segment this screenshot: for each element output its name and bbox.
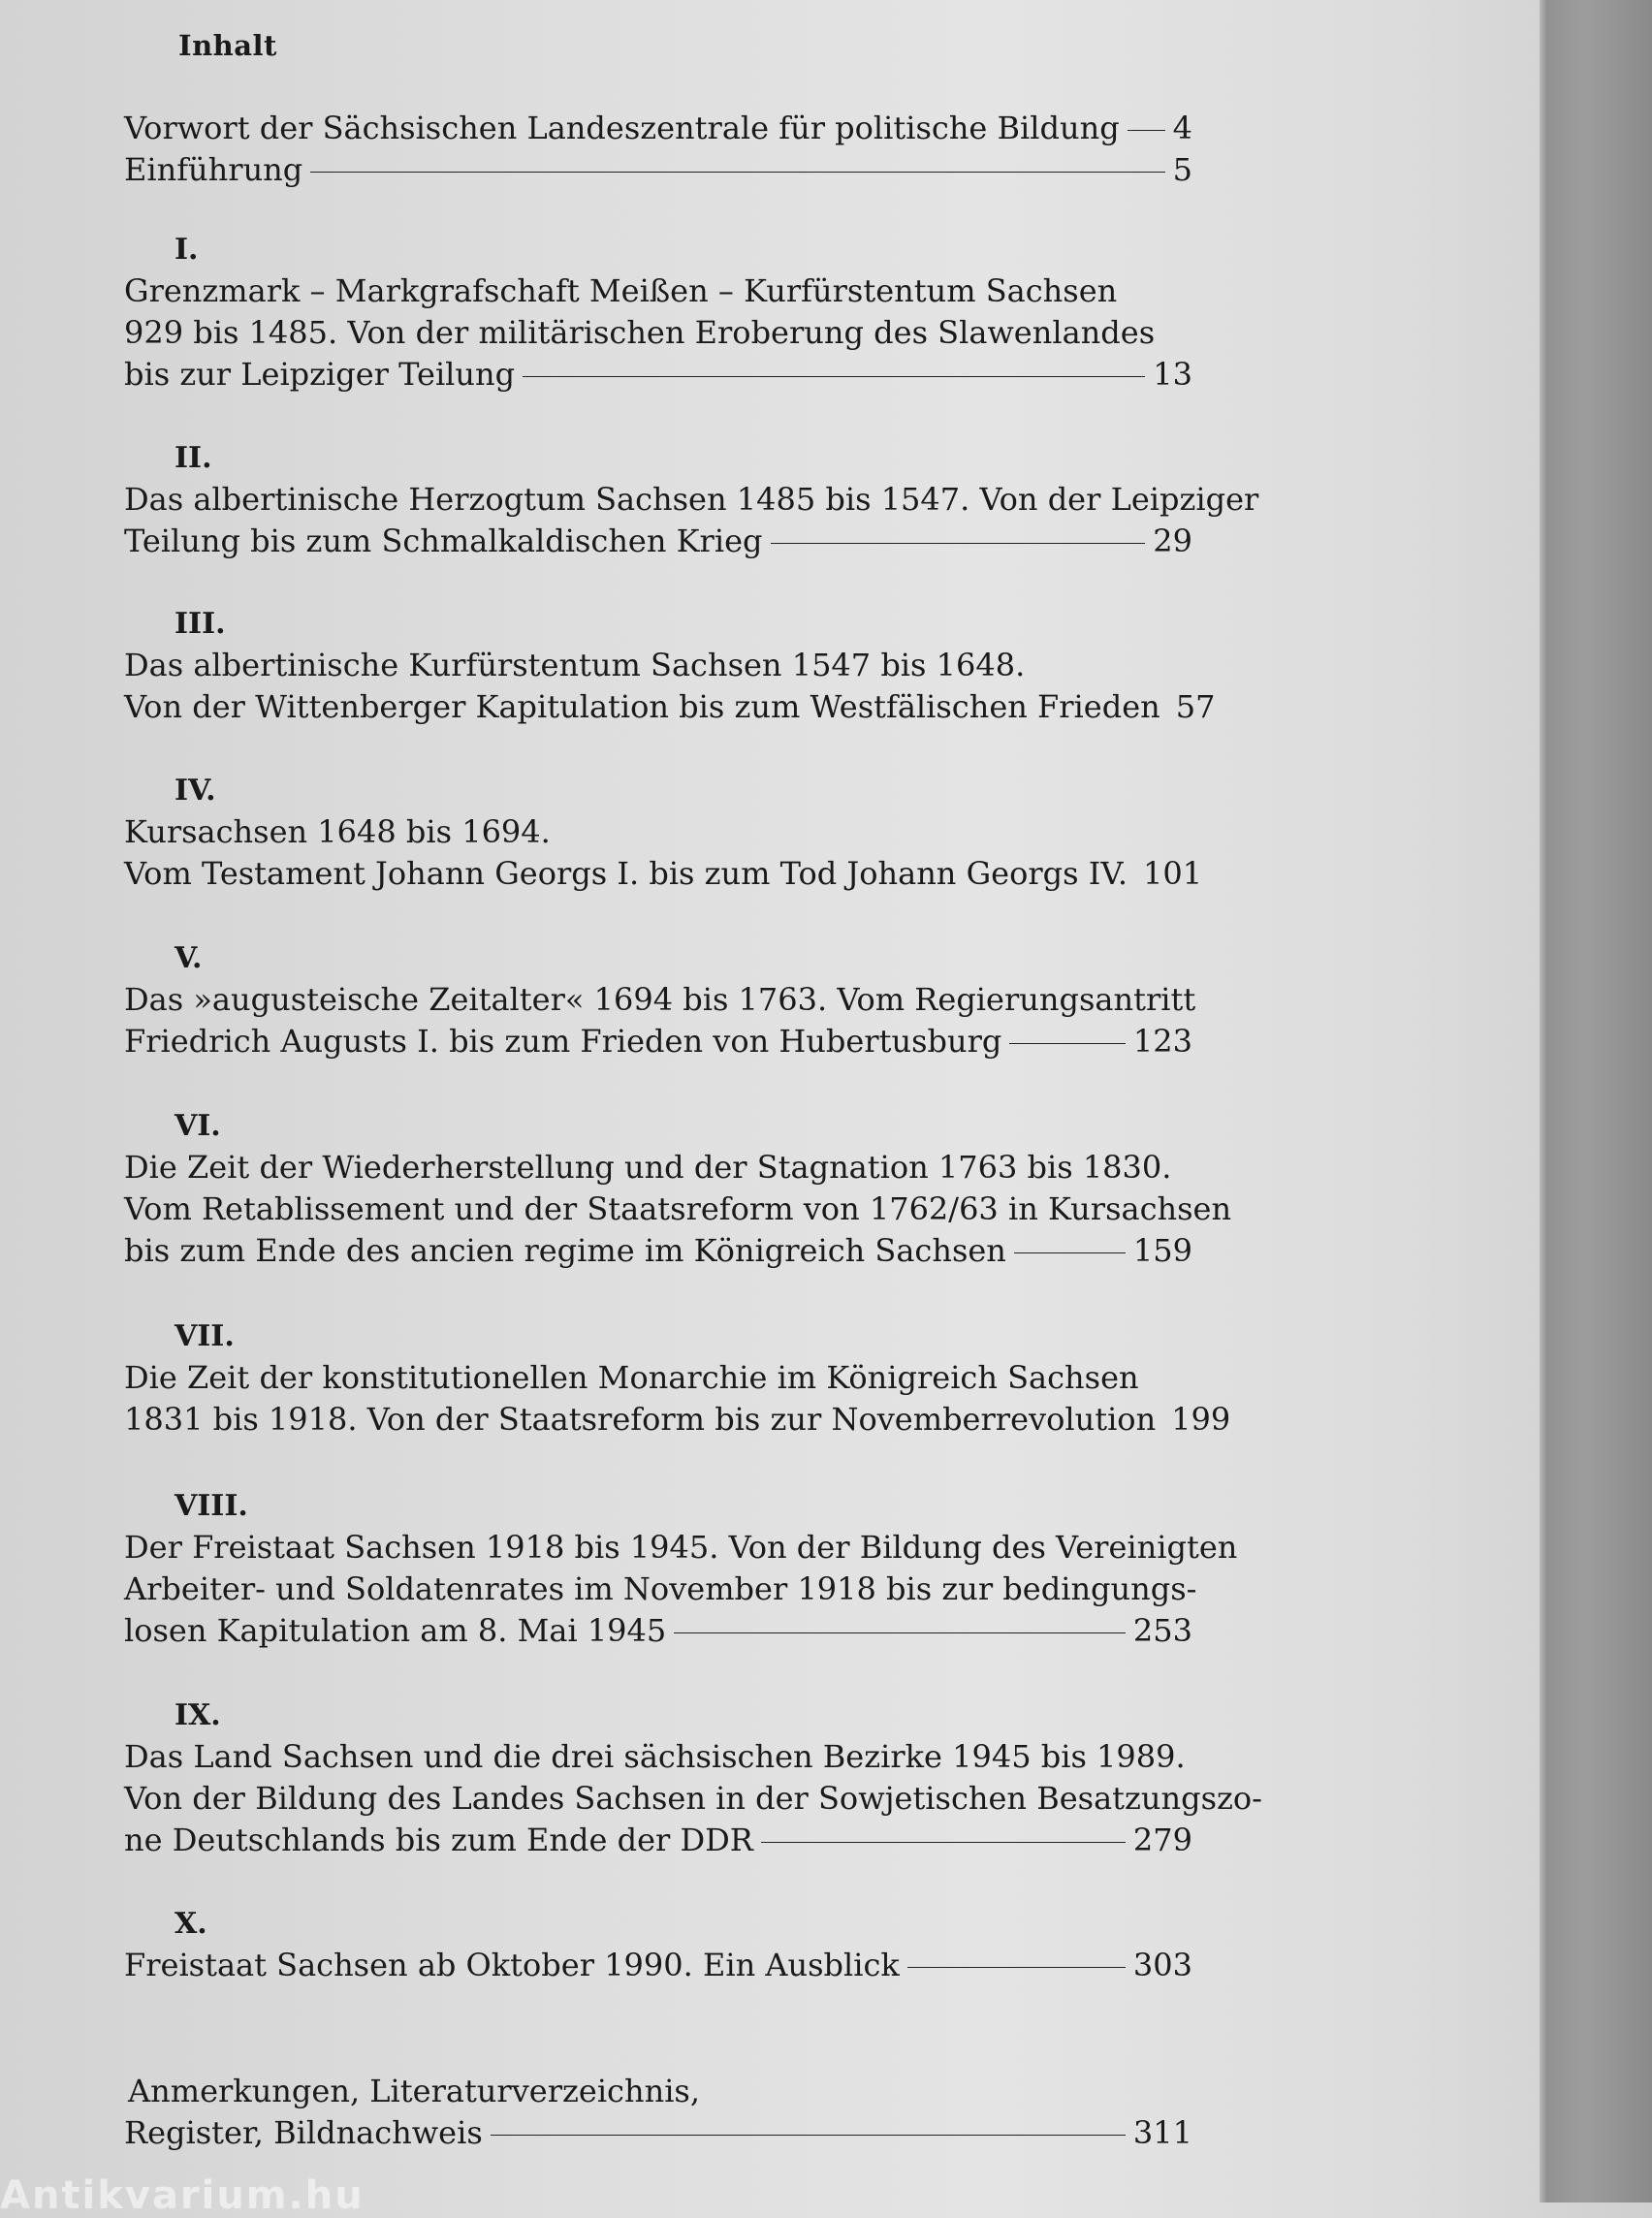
toc-entry	[124, 355, 1192, 394]
toc-entry	[124, 1400, 1231, 1439]
leader-line	[1128, 130, 1165, 131]
leader-line	[907, 1967, 1126, 1968]
toc-entry	[124, 150, 1192, 189]
chapter-title-line: Vom Retablissement und der Staatsreform von 1762/63 in Kursachsen	[124, 1190, 1232, 1227]
page-edge	[1540, 0, 1652, 2202]
page-number: 199	[1171, 1401, 1231, 1438]
page-number: 13	[1153, 356, 1192, 393]
leader-line	[761, 1842, 1126, 1843]
leader-line	[523, 376, 1145, 377]
entry-text: Von der Wittenberger Kapitulation bis zum Westfälischen Frieden	[124, 688, 1160, 725]
chapter-numeral: I.	[175, 233, 199, 267]
leader-line	[310, 172, 1164, 173]
leader-line	[1014, 1252, 1126, 1253]
page-number: 5	[1172, 151, 1192, 188]
leader-line	[491, 2135, 1126, 2136]
toc-entry	[124, 1821, 1192, 1859]
entry-text: Vom Testament Johann Georgs I. bis zum Tod Johann Georgs IV.	[124, 855, 1128, 892]
entry-text: Einführung	[124, 151, 303, 188]
page-number: 159	[1132, 1232, 1192, 1269]
leader-line	[674, 1632, 1126, 1633]
toc-entry	[124, 1022, 1192, 1061]
chapter-numeral: VIII.	[175, 1489, 248, 1523]
page-title: Inhalt	[178, 29, 277, 62]
chapter-numeral: V.	[175, 941, 203, 975]
page-number: 253	[1132, 1612, 1192, 1649]
entry-text: ne Deutschlands bis zum Ende der DDR	[124, 1822, 753, 1858]
chapter-title-line: 929 bis 1485. Von der militärischen Eroberung des Slawenlandes	[124, 314, 1156, 351]
entry-text: Vorwort der Sächsischen Landeszentrale für politische Bildung	[124, 110, 1120, 146]
page-number: 29	[1153, 523, 1192, 559]
page-number: 101	[1143, 855, 1203, 892]
leader-line	[1009, 1043, 1126, 1044]
page-number: 303	[1132, 1947, 1192, 1983]
chapter-title-line: Die Zeit der konstitutionellen Monarchie im Königreich Sachsen	[124, 1359, 1139, 1396]
chapter-title-line: Grenzmark – Markgrafschaft Meißen – Kurfürstentum Sachsen	[124, 272, 1118, 309]
chapter-numeral: II.	[175, 441, 212, 475]
toc-entry	[124, 522, 1192, 560]
entry-text: bis zum Ende des ancien regime im Königreich Sachsen	[124, 1232, 1006, 1269]
toc-entry	[124, 687, 1216, 726]
chapter-title-line: Arbeiter- und Soldatenrates im November 1918 bis zur bedingungs-	[124, 1570, 1197, 1607]
chapter-numeral: IV.	[175, 774, 216, 808]
entry-text: 1831 bis 1918. Von der Staatsreform bis zur Novemberrevolution	[124, 1401, 1157, 1438]
entry-text: bis zur Leipziger Teilung	[124, 356, 516, 393]
toc-entry	[124, 1946, 1192, 1984]
chapter-numeral: III.	[175, 607, 226, 641]
toc-entry	[124, 854, 1203, 893]
toc-entry	[124, 1611, 1192, 1650]
toc-entry	[124, 109, 1192, 147]
page-number: 57	[1175, 688, 1216, 725]
entry-text: Freistaat Sachsen ab Oktober 1990. Ein Ausblick	[124, 1947, 900, 1983]
chapter-title-line: Kursachsen 1648 bis 1694.	[124, 813, 551, 850]
chapter-numeral: IX.	[175, 1698, 221, 1732]
chapter-numeral: VII.	[175, 1319, 235, 1353]
toc-entry	[124, 1231, 1192, 1270]
chapter-title-line: Der Freistaat Sachsen 1918 bis 1945. Von der Bildung des Vereinigten	[124, 1529, 1238, 1566]
chapter-title-line: Die Zeit der Wiederherstellung und der Stagnation 1763 bis 1830.	[124, 1149, 1172, 1186]
chapter-numeral: X.	[175, 1907, 207, 1941]
entry-text: Teilung bis zum Schmalkaldischen Krieg	[124, 523, 763, 559]
chapter-title-line: Das Land Sachsen und die drei sächsischen Bezirke 1945 bis 1989.	[124, 1738, 1186, 1775]
page-number: 279	[1132, 1822, 1192, 1858]
page-number: 311	[1132, 2114, 1192, 2151]
entry-text: Friedrich Augusts I. bis zum Frieden von Hubertusburg	[124, 1023, 1002, 1060]
toc-entry	[124, 2113, 1192, 2152]
page-number: 123	[1132, 1023, 1192, 1060]
chapter-numeral: VI.	[175, 1109, 221, 1143]
chapter-title-line: Das albertinische Kurfürstentum Sachsen 1547 bis 1648.	[124, 647, 1026, 683]
chapter-title-line: Von der Bildung des Landes Sachsen in der Sowjetischen Besatzungszo-	[124, 1780, 1262, 1817]
chapter-title-line: Das »augusteische Zeitalter« 1694 bis 1763. Vom Regierungsantritt	[124, 981, 1196, 1018]
back-matter-line: Anmerkungen, Literaturverzeichnis,	[128, 2073, 701, 2109]
entry-text: losen Kapitulation am 8. Mai 1945	[124, 1612, 667, 1649]
entry-text: Register, Bildnachweis	[124, 2114, 483, 2151]
chapter-title-line: Das albertinische Herzogtum Sachsen 1485 bis 1547. Von der Leipziger	[124, 481, 1259, 518]
leader-line	[771, 543, 1146, 544]
page-number: 4	[1172, 110, 1192, 146]
watermark: Antikvarium.hu	[0, 2173, 365, 2218]
